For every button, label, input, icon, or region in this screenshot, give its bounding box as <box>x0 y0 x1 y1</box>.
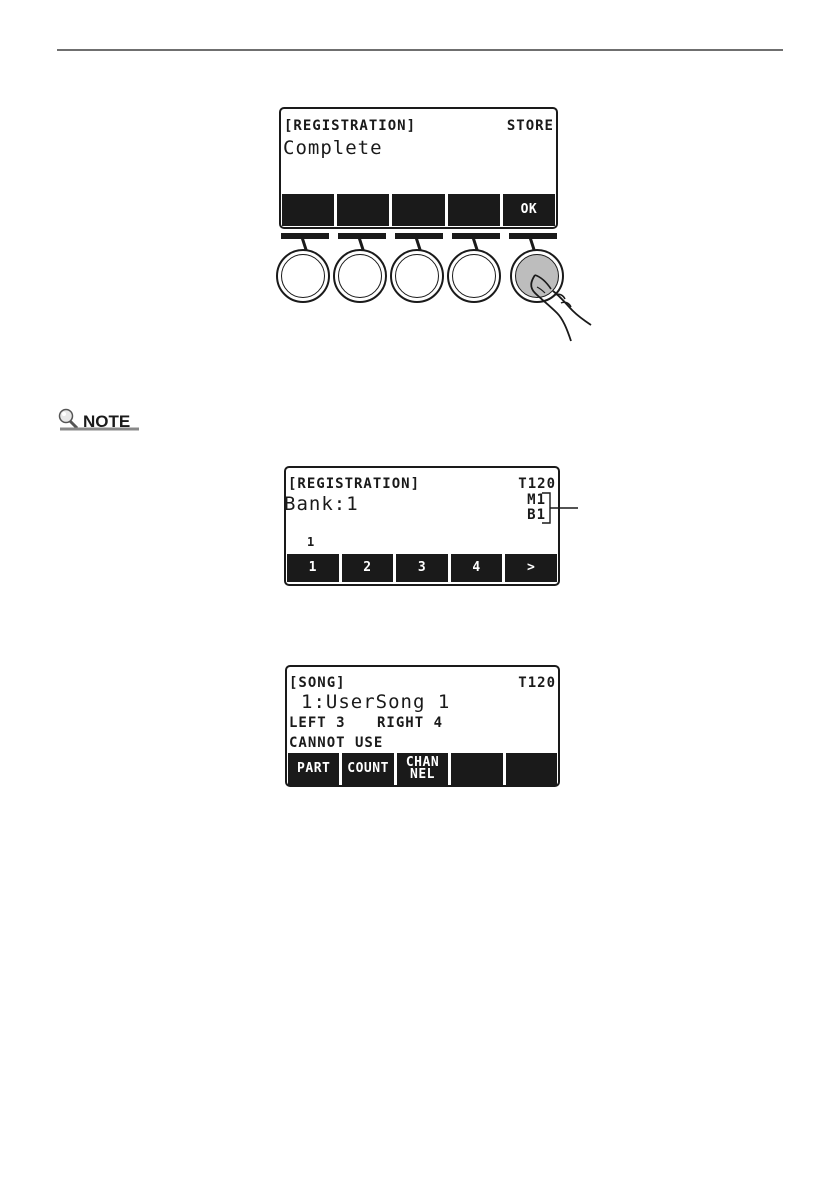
knob-bar <box>452 233 500 239</box>
function-knob-4[interactable] <box>447 249 501 303</box>
function-knob-3[interactable] <box>390 249 444 303</box>
status-text: CANNOT USE <box>289 735 384 751</box>
header-rule <box>57 49 783 51</box>
song-name: 1:UserSong 1 <box>301 691 451 713</box>
tempo-indicator: T120 <box>518 476 556 492</box>
softkey-2[interactable] <box>337 194 389 226</box>
indicator-m: M1 <box>527 492 546 508</box>
softkey-3[interactable]: 3 <box>396 554 448 582</box>
screen-mode: STORE <box>506 118 554 134</box>
registration-bank-screen <box>284 466 560 586</box>
screen-title: [REGISTRATION] <box>288 476 421 492</box>
pressing-finger-icon <box>505 245 595 345</box>
tempo-indicator: T120 <box>518 675 556 691</box>
screen-title: [REGISTRATION] <box>284 118 417 134</box>
softkey-next[interactable]: > <box>505 554 557 582</box>
knob-bar <box>281 233 329 239</box>
softkey-part[interactable]: PART <box>288 753 339 785</box>
registration-store-screen <box>279 107 558 229</box>
knob-bar <box>509 233 557 239</box>
softkey-channel[interactable]: CHAN NEL <box>397 753 448 785</box>
screen-message: Complete <box>283 137 383 159</box>
softkey-1[interactable] <box>282 194 334 226</box>
softkey-5[interactable] <box>506 753 557 785</box>
indicator-b: B1 <box>527 507 546 523</box>
softkey-bar <box>282 194 555 226</box>
bank-number: Bank:1 <box>284 493 359 515</box>
callout-bracket <box>540 491 580 525</box>
right-part: RIGHT 4 <box>377 715 444 731</box>
left-part: LEFT 3 <box>289 715 346 731</box>
softkey-3[interactable] <box>392 194 444 226</box>
softkey-1[interactable]: 1 <box>287 554 339 582</box>
softkey-count[interactable]: COUNT <box>342 753 393 785</box>
softkey-bar <box>287 554 557 582</box>
song-screen <box>285 665 560 787</box>
note-magnifier-icon <box>57 408 141 432</box>
softkey-ok[interactable]: OK <box>503 194 555 226</box>
function-knob-2[interactable] <box>333 249 387 303</box>
function-knob-1[interactable] <box>276 249 330 303</box>
softkey-4[interactable] <box>451 753 502 785</box>
selected-marker: 1 <box>307 535 316 549</box>
softkey-2[interactable]: 2 <box>342 554 394 582</box>
note-label: NOTE <box>83 412 131 431</box>
softkey-bar <box>288 753 557 785</box>
screen-title: [SONG] <box>289 675 346 691</box>
knob-bar <box>338 233 386 239</box>
knob-bar <box>395 233 443 239</box>
softkey-4[interactable]: 4 <box>451 554 503 582</box>
softkey-4[interactable] <box>448 194 500 226</box>
